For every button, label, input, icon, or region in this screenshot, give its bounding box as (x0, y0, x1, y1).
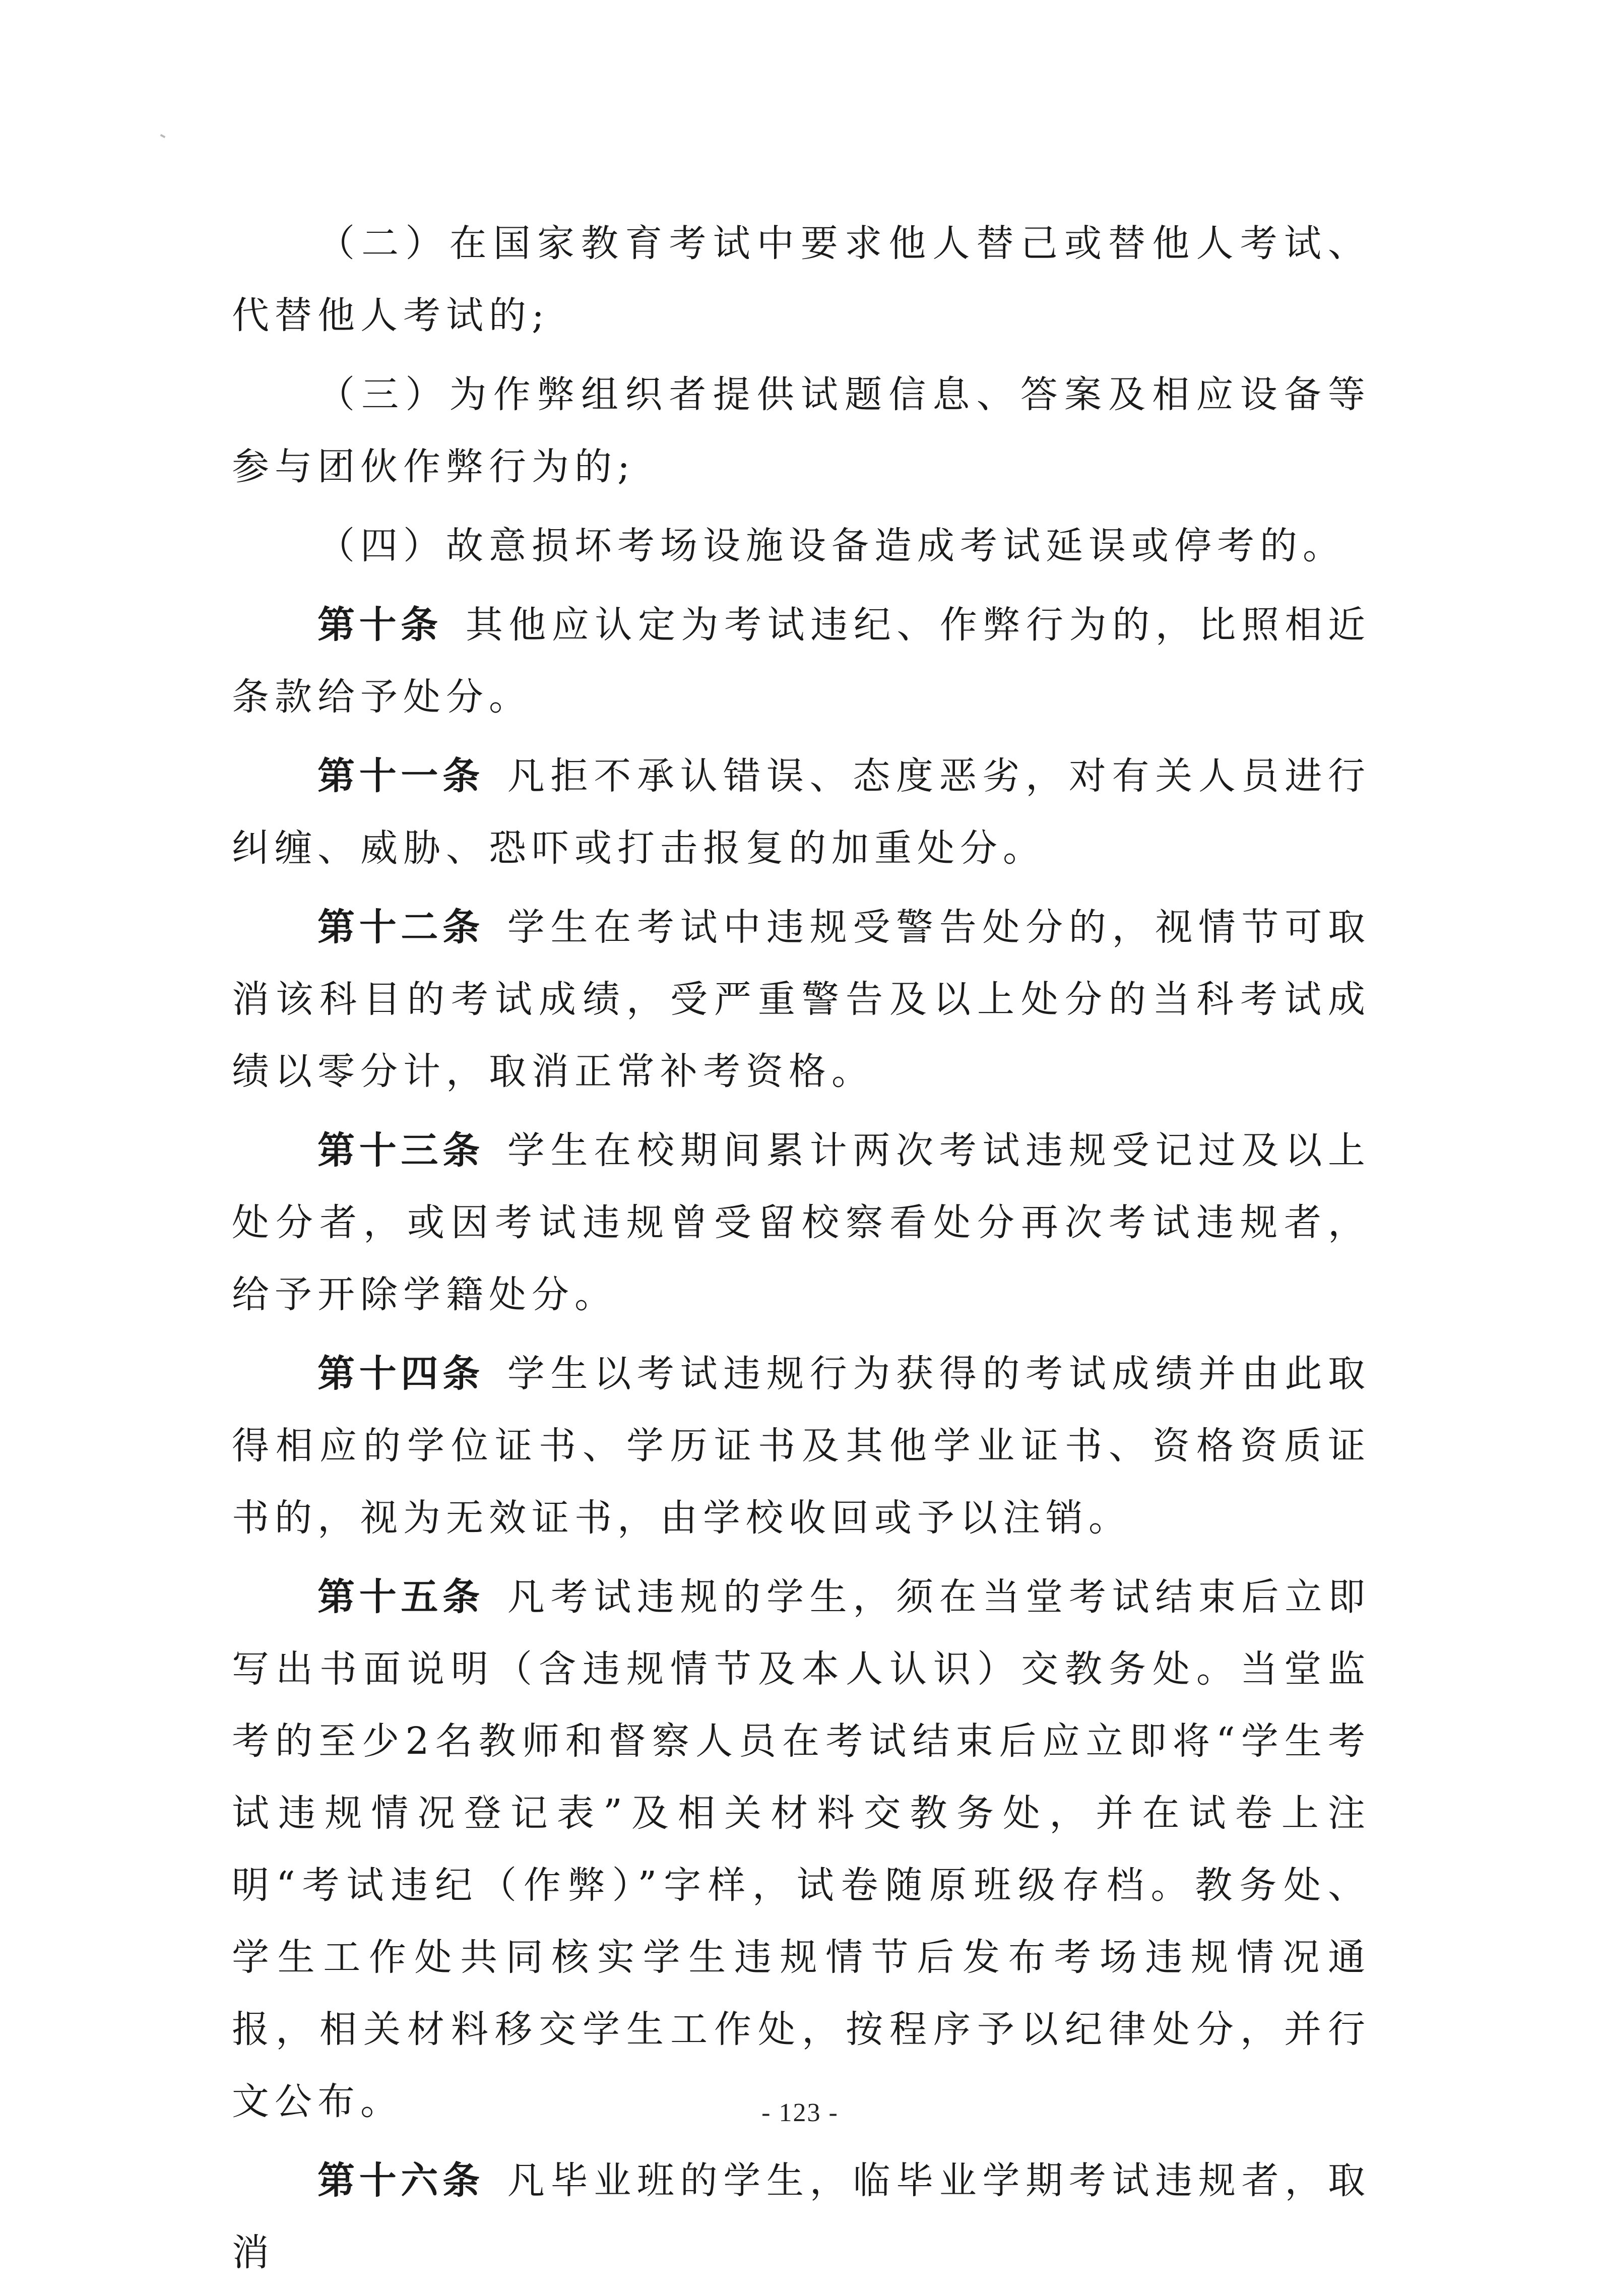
article-12 (232, 891, 1371, 1108)
article-16 (232, 2145, 1371, 2289)
article-text: 凡拒不承认错误、态度恶劣，对有关人员进行纠缠、威胁、恐吓或打击报复的加重处分。 (232, 754, 1371, 870)
article-15 (232, 1561, 1371, 2138)
article-text: 凡考试违规的学生，须在当堂考试结束后立即写出书面说明（含违规情节及本人认识）交教务处。当堂监考的至少2名教师和督察人员在考试结束后应立即将“学生考试违规情况登记表”及相关材料交教务处，并在试卷上注明“考试违纪（作弊）”字样，试卷随原班级存档。教务处、学生工作处共同核实学生违规情节后发布考场违规情况通报，相关材料移交学生工作处，按程序予以纪律处分，并行文公布。 (232, 1575, 1371, 2123)
article-14 (232, 1338, 1371, 1554)
document-body (232, 208, 1371, 2296)
article-13 (232, 1115, 1371, 1331)
article-10 (232, 589, 1371, 733)
article-heading: 第十一条 (317, 754, 484, 798)
article-text: 其他应认定为考试违纪、作弊行为的，比照相近条款给予处分。 (232, 603, 1371, 719)
article-text: 凡毕业班的学生，临毕业学期考试违规者，取消 (232, 2159, 1371, 2274)
article-heading: 第十四条 (317, 1352, 484, 1395)
paragraph-item-2 (232, 208, 1371, 352)
article-11 (232, 740, 1371, 884)
article-text: 学生在校期间累计两次考试违规受记过及以上处分者，或因考试违规曾受留校察看处分再次考试违规者，给予开除学籍处分。 (232, 1129, 1371, 1316)
article-heading: 第十五条 (317, 1575, 484, 1619)
paragraph-item-4 (232, 510, 1371, 582)
article-text: 学生在考试中违规受警告处分的，视情节可取消该科目的考试成绩，受严重警告及以上处分的当科考试成绩以零分计，取消正常补考资格。 (232, 906, 1371, 1093)
article-heading: 第十条 (317, 603, 442, 647)
article-heading: 第十三条 (317, 1129, 484, 1172)
paragraph-item-3 (232, 359, 1371, 503)
page-number: - 123 - (761, 2098, 839, 2127)
article-heading: 第十二条 (317, 906, 484, 949)
paragraph-text: （二）在国家教育考试中要求他人替己或替他人考试、代替他人考试的; (232, 222, 1371, 337)
scan-speck (160, 134, 166, 138)
paragraph-text: （三）为作弊组织者提供试题信息、答案及相应设备等参与团伙作弊行为的; (232, 373, 1371, 488)
article-heading: 第十六条 (317, 2159, 484, 2202)
paragraph-text: （四）故意损坏考场设施设备造成考试延误或停考的。 (317, 524, 1346, 567)
article-text: 学生以考试违规行为获得的考试成绩并由此取得相应的学位证书、学历证书及其他学业证书、资格资质证书的，视为无效证书，由学校收回或予以注销。 (232, 1352, 1371, 1540)
